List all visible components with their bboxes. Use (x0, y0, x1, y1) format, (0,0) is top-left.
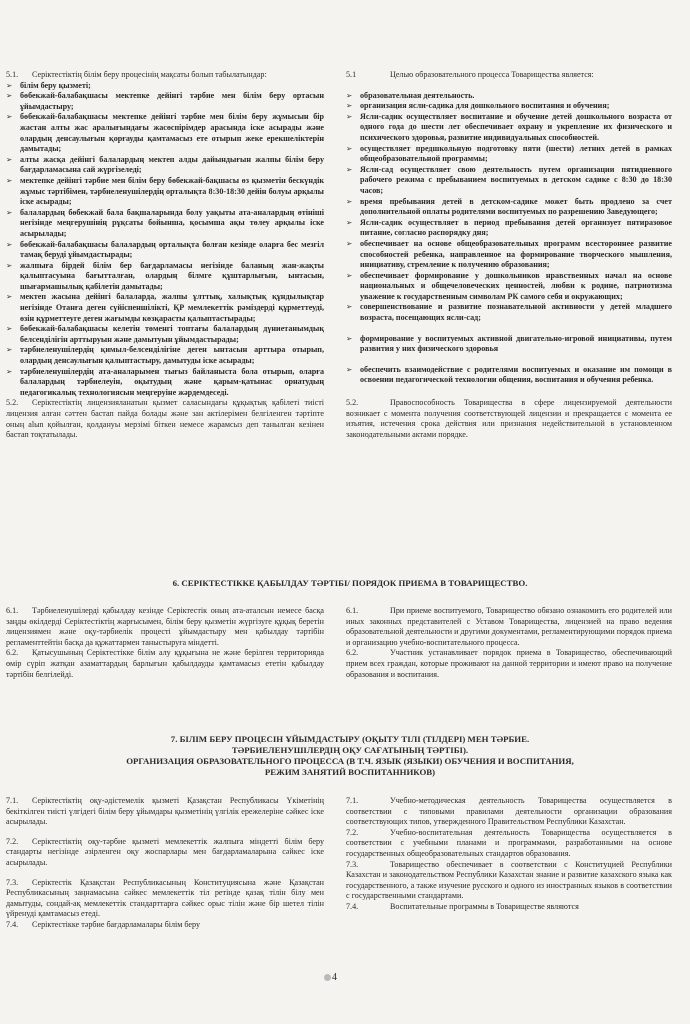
ru-6-1-number: 6.1. (346, 606, 359, 615)
kz-7-4-number: 7.4. (6, 919, 19, 929)
ru-6-1-text: При приеме воспитуемого, Товарищество обязано ознакомить его родителей или иных законных представителей с Уставом Товарищества, лицензией на право ведения образовательной деятельности и другими документами, регламентирующими порядок приема и организацию учебно-воспитательного процесса. (346, 606, 672, 647)
scan-dot-mark (324, 974, 331, 981)
ru-5-2-text: Правоспособность Товарищества в сфере лицензируемой деятельности возникает с момента получения соответствующей лицензии и прекращается с момента ее изъятия, истечения срока действия или признания недействительной в установленном законодательными актами порядке. (346, 398, 672, 439)
kz-5-1-number: 5.1. (6, 70, 19, 79)
kz-7-2-number: 7.2. (6, 836, 19, 846)
ru-7-2-paragraph (346, 828, 672, 860)
ru-5-1-paragraph (346, 70, 672, 81)
ru-7-4-text: Воспитательные программы в Товариществе являются (390, 901, 579, 911)
page-number-text: 4 (332, 972, 337, 983)
ru-5-1-text: Целью образовательного процесса Товарищества является: (390, 70, 594, 79)
list-item: ➢ обеспечить взаимодействие с родителями воспитуемых и оказание им помощи в освоении педагогической технологии общения, воспитания и обучения ребенка. (346, 365, 672, 386)
ru-6-2-text: Участник устанавливает порядок приема в Товарищество, обеспечивающий прием всех граждан, которые проживают на данной территории и имеют право на получение образования и воспитания. (346, 648, 672, 679)
list-item: ➢ бөбекжай-балабақшасы мектепке дейінгі тәрбие мен білім беру жұмысын бір жастан алты жас аралығындағы жасөспірімдер арасында іске асырады және олардың денсаулығын қорғауды қамтамасыз ете отырып жеке ерекшеліктерін дамытады; (6, 112, 324, 154)
ru-7-4-paragraph (346, 902, 672, 913)
kz-7-1-number: 7.1. (6, 796, 19, 805)
ru-7-1-number: 7.1. (346, 796, 359, 805)
kz-section-5 (6, 70, 324, 441)
list-item: ➢ бөбекжай-балабақшасы балалардың орталықта болған кезінде оларға бес мезгіл тамақ беруді ұйымдастырады; (6, 240, 324, 261)
list-item: ➢ образовательная деятельность. (346, 91, 672, 102)
list-item: ➢ обеспечивает на основе общеобразовательных программ всестороннее развитие способностей ребенка, направленное на формирование творческого мышления, инициативу, стремление к получению образования; (346, 239, 672, 271)
ru-7-3-text: Товарищество обеспечивает в соответствии с Конституцией Республики Казахстан и законодательством Республики Казахстан знание и развитие казахского языка как государственного, а также изучение русского и одного из иностранных языков в соответствии с государственными стандартами. (346, 859, 672, 901)
list-item: ➢ формирование у воспитуемых активной двигательно-игровой инициативы, путем развития у них физического здоровья (346, 334, 672, 355)
kz-section-7 (6, 796, 324, 931)
section-7-heading-line: 7. БІЛІМ БЕРУ ПРОЦЕСІН ҰЙЫМДАСТЫРУ (ОҚЫТУ ТІЛІ (ТІЛДЕРІ) МЕН ТӘРБИЕ. (170, 734, 530, 744)
section-7-heading-line: РЕЖИМ ЗАНЯТИЙ ВОСПИТАННИКОВ) (264, 767, 436, 777)
list-item: ➢ жалпыға бірдей білім бер бағдарламасы негізінде баланың жан-жақты қалыптасуына бағытталған, олардың білмге құштарлығын, ынтасын, шығармашылық қабілетін дамытады; (6, 261, 324, 293)
kz-5-2-number: 5.2. (6, 398, 19, 408)
ru-6-2-paragraph (346, 648, 672, 680)
kz-7-3-number: 7.3. (6, 877, 19, 887)
list-item: ➢ Ясли-садик осуществляет воспитание и обучение детей дошкольного возраста от одного года до шести лет обеспечивает охрану и укрепление их физического и психического здоровья, развитие индивидуальных способностей. (346, 112, 672, 144)
kz-7-4-paragraph (6, 920, 324, 931)
list-item: ➢ білім беру қызметі; (6, 81, 324, 92)
list-item: ➢ время пребывания детей в детском-садике может быть продлено за счет дополнительной оплаты родителями воспитуемых по разрешению Заведующего; (346, 197, 672, 218)
ru-7-1-text: Учебно-методическая деятельность Товарищества осуществляется в соответствии с типовыми правилами деятельности организации образования соответствующих типов, утвержденного Правительством Республики Казахстан. (346, 796, 672, 827)
ru-section-5 (346, 70, 672, 440)
list-item: ➢ алты жасқа дейінгі балалардың мектеп алды дайындығын жалпы білім беру бағдарламасына сай жүргізеледі; (6, 155, 324, 176)
kz-7-4-text: Серіктестікке тәрбие бағдарламалары білім беру (32, 919, 201, 929)
ru-7-3-paragraph (346, 860, 672, 902)
list-item: ➢ осуществляет предшкольную подготовку пяти (шести) летних детей в рамках общеобразовательной программы; (346, 144, 672, 165)
ru-5-2-number: 5.2. (346, 398, 359, 408)
page-number (324, 972, 337, 983)
ru-7-2-text: Учебно-воспитательная деятельность Товарищества осуществляется в соответствии с учебными планами и программами, разработанными на основе государственных общеобразовательных стандартов образования. (346, 827, 672, 858)
kz-7-3-paragraph (6, 878, 324, 920)
list-item: ➢ Ясли-садик осуществляет в период пребывания детей организует пятиразовое питание, согласно распорядку дня; (346, 218, 672, 239)
ru-7-1-paragraph (346, 796, 672, 828)
list-item: ➢ мектепке дейінгі тәрбие мен білім беру бөбекжай-бақшасы өз қызметін бескүндік жұмыс тәртібімен, тәрбиеленушілердің орталықта 8:30-18:30 дейін болуы арқылы іске асырады; (6, 176, 324, 208)
kz-5-1-text: Серіктестіктің білім беру процесінің мақсаты болып табылатындар: (32, 70, 267, 79)
kz-goal-list (6, 81, 324, 399)
ru-section-7 (346, 796, 672, 913)
list-item: ➢ обеспечивает формирование у дошкольников нравственных начал на основе национальных и общечеловеческих ценностей, любви к родине, патриотизма уважение к государственным символам РК самого себя и окружающих; (346, 271, 672, 303)
kz-7-3-text: Серіктестік Қазақстан Республикасының Конституциясына және Қазақстан Республикасының заңнамасына сәйкес мемлекеттік тіл ретінде қазақ тілін білу мен дамытуды, сондай-ақ мемлекеттік стандарттарға сәйкес орыс тілін және бір шетел тілін үйренуді қамтамасыз етеді. (6, 877, 324, 919)
kz-7-1-text: Серіктестіктің оқу-әдістемелік қызметі Қазақстан Республикасы Үкіметінің бекіткілген тиісті үлгідегі білім беру ұйымдары қызметінің үлгілік ережелеріне сәйкес іске асырылады. (6, 796, 324, 827)
ru-6-1-paragraph (346, 606, 672, 648)
ru-5-1-number: 5.1 (346, 70, 357, 79)
kz-5-2-paragraph (6, 398, 324, 440)
list-item: ➢ тәрбиеленушілердің қимыл-белсенділігіне деген ынтасын арттыра отырып, олардың денсаулығын қалыптастыру, дамытуды іске асырады; (6, 345, 324, 366)
ru-5-2-paragraph (346, 398, 672, 440)
ru-goal-list (346, 91, 672, 386)
list-item: ➢ организация ясли-садика для дошкольного воспитания и обучения; (346, 101, 672, 112)
kz-6-2-number: 6.2. (6, 648, 19, 658)
kz-5-1-paragraph (6, 70, 324, 81)
kz-section-6 (6, 606, 324, 680)
ru-7-4-number: 7.4. (346, 901, 359, 911)
list-item: ➢ балалардың бөбекжай бала бақшаларында болу уақыты ата-аналардың өтініші негізінде меңгерушінің рұқсаты бойынша, қосымша ақы төлеу арқылы іске асырылады; (6, 208, 324, 240)
list-item: ➢ Ясли-сад осуществляет свою деятельность путем организации пятидневного рабочего режима с пребыванием воспитуемых в детском садике с 8:30 до 18:30 часов; (346, 165, 672, 197)
list-item: ➢ мектеп жасына дейінгі балаларда, жалпы ұлттық, халықтық құндылықтар негізінде Отанға деген сүйіспеншілікті, ҚР мемлекеттік рәміздерді құрметтеуді, өзін құрметтеуге деген жағымды көзқарасты қалыптастырады; (6, 292, 324, 324)
section-6-heading: 6. СЕРІКТЕСТІККЕ ҚАБЫЛДАУ ТӘРТІБІ/ ПОРЯДОК ПРИЕМА В ТОВАРИЩЕСТВО. (172, 578, 528, 588)
ru-7-2-number: 7.2. (346, 827, 359, 837)
kz-6-2-text: Қатысушының Серіктестікке білім алу құқығына не және берілген территорияда өмір сүріп жатқан азаматтардың барлығын қабылдауды қамтамасыз ететін қабылдау тәртібін белгілейді. (6, 648, 324, 679)
section-7-heading-line: ТӘРБИЕЛЕНУШІЛЕРДІҢ ОҚУ САҒАТЫНЫҢ ТӘРТІБІ). (231, 745, 469, 755)
kz-7-1-paragraph (6, 796, 324, 828)
ru-6-2-number: 6.2. (346, 648, 359, 658)
list-item: ➢ бөбекжай-балабақшасы келетін төменгі топтағы балалардың дүниетанымдық белсенділігін арттыруын және дамытуын ұйымдастырады; (6, 324, 324, 345)
ru-section-6 (346, 606, 672, 680)
kz-6-1-text: Тәрбиеленушілерді қабылдау кезінде Серіктестік оның ата-аталсын немесе басқа заңды өкілдерді Серіктестіктің жарғысымен, білім беру қызметін жүргізуге құқық беретін лицензиямен және оқу-тәрбиелік процесті ұйымдастыру мен қабылдау тәртібін регламенттейтін басқа да құжаттармен таныстыруға міндетті. (6, 606, 324, 647)
ru-7-3-number: 7.3. (346, 859, 359, 869)
kz-5-2-text: Серіктестіктің лицензияланатын қызмет саласындағы құқықтық қабілеті тиісті лицензия алған сәттен бастап пайда болады және зан актілерімен белгіленген тәртіпте оның alыn қойылған, қолдануы мерзімі біткен немесе жарамсыз деп танылған кезінен бастап тоқтатылады. (6, 398, 324, 440)
list-item: ➢ бөбекжай-балабақшасы мектепке дейінгі тәрбие мен білім беру ортасын ұйымдастыру; (6, 91, 324, 112)
kz-6-1-paragraph (6, 606, 324, 648)
section-7-heading-line: ОРГАНИЗАЦИЯ ОБРАЗОВАТЕЛЬНОГО ПРОЦЕССА (В Т.Ч. ЯЗЫК (ЯЗЫКИ) ОБУЧЕНИЯ И ВОСПИТАНИЯ, (126, 756, 574, 766)
kz-6-1-number: 6.1. (6, 606, 19, 615)
list-item: ➢ тәрбиеленушілердің ата-аналарымен тығыз байланыста бола отырып, оларға балалардың тәрбиелеуін, оқытудың және қарым-қатынас орнатудың педагогикалық технологиясын меңгеруіне жәрдемдеседі. (6, 367, 324, 399)
kz-6-2-paragraph (6, 648, 324, 680)
kz-7-2-text: Серіктестіктің оқу-тәрбие қызметі мемлекеттік жалпыға міндетті білім беру стандарты негізінде әзірленген оқу жоспарлары мен бағдарламаларына сәйкес іске асырылады. (6, 836, 324, 867)
section-7-heading (40, 734, 660, 778)
kz-7-2-paragraph (6, 837, 324, 869)
list-item: ➢ совершенствование и развитие познавательной активности у детей младшего возраста, посещающих ясли-сад; (346, 302, 672, 323)
